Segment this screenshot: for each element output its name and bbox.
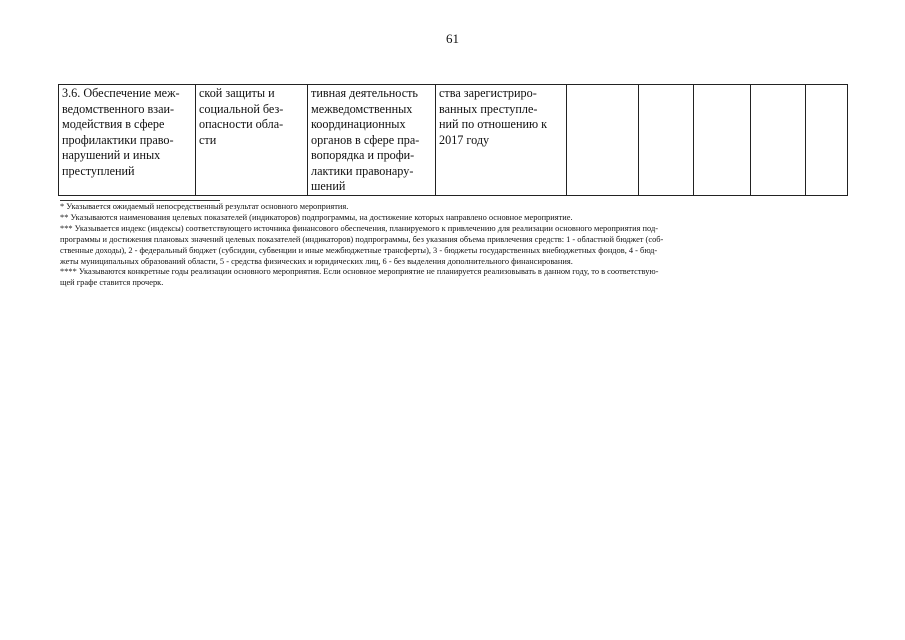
year-cell-5 (806, 85, 848, 196)
footnote-divider (60, 200, 220, 201)
executor-cell: ской защиты и социальной без- опасности обла- сти (196, 85, 308, 196)
footnote-3-cont: ственные доходы), 2 - федеральный бюджет (субсидии, субвенции и иные межбюджетные трансферты), 3 - бюджеты государственных внебюджетных фондов, 4 - бюд- (60, 245, 658, 255)
measures-table (58, 84, 848, 196)
funding-source-cell (567, 85, 639, 196)
table-row (59, 85, 848, 196)
footnote-3-cont: программы и достижения плановых значений целевых показателей (индикаторов) подпрограммы, без указания объема привлечения средств: 1 - областной бюджет (соб- (60, 234, 664, 244)
footnote-1: * Указывается ожидаемый непосредственный результат основного мероприятия. (60, 202, 349, 211)
footnote-3-cont: жеты муниципальных образований области, 5 - средства физических и юридических лиц, 6 - без выделения дополнительного финансирования. (60, 256, 573, 266)
footnote-2: ** Указываются наименования целевых показателей (индикаторов) подпрограммы, на достижение которых направлено основное мероприятие. (60, 212, 573, 222)
measure-name-cell: 3.6. Обеспечение меж- ведомственного взаи- модействия в сфере профилактики право- нарушений и иных преступлений (59, 85, 196, 196)
year-cell-1 (639, 85, 694, 196)
footnotes (60, 202, 850, 289)
footnote-4-cont: щей графе ставится прочерк. (60, 278, 164, 288)
year-cell-3 (751, 85, 806, 196)
year-cell-2 (694, 85, 751, 196)
indicator-cell: ства зарегистриро- ванных преступле- ний по отношению к 2017 году (436, 85, 567, 196)
footnote-3: *** Указывается индекс (индексы) соответствующего источника финансового обеспечения, планируемого к привлечению для реализации основного мероприятия под- (60, 223, 658, 233)
expected-result-cell: тивная деятельность межведомственных координационных органов в сфере пра- вопорядка и профи- лактики правонару- шений (308, 85, 436, 196)
page-number: 61 (446, 31, 459, 46)
footnote-4: **** Указываются конкретные годы реализации основного мероприятия. Если основное мероприятие не планируется реализовывать в данном году, то в соответствую- (60, 267, 659, 277)
